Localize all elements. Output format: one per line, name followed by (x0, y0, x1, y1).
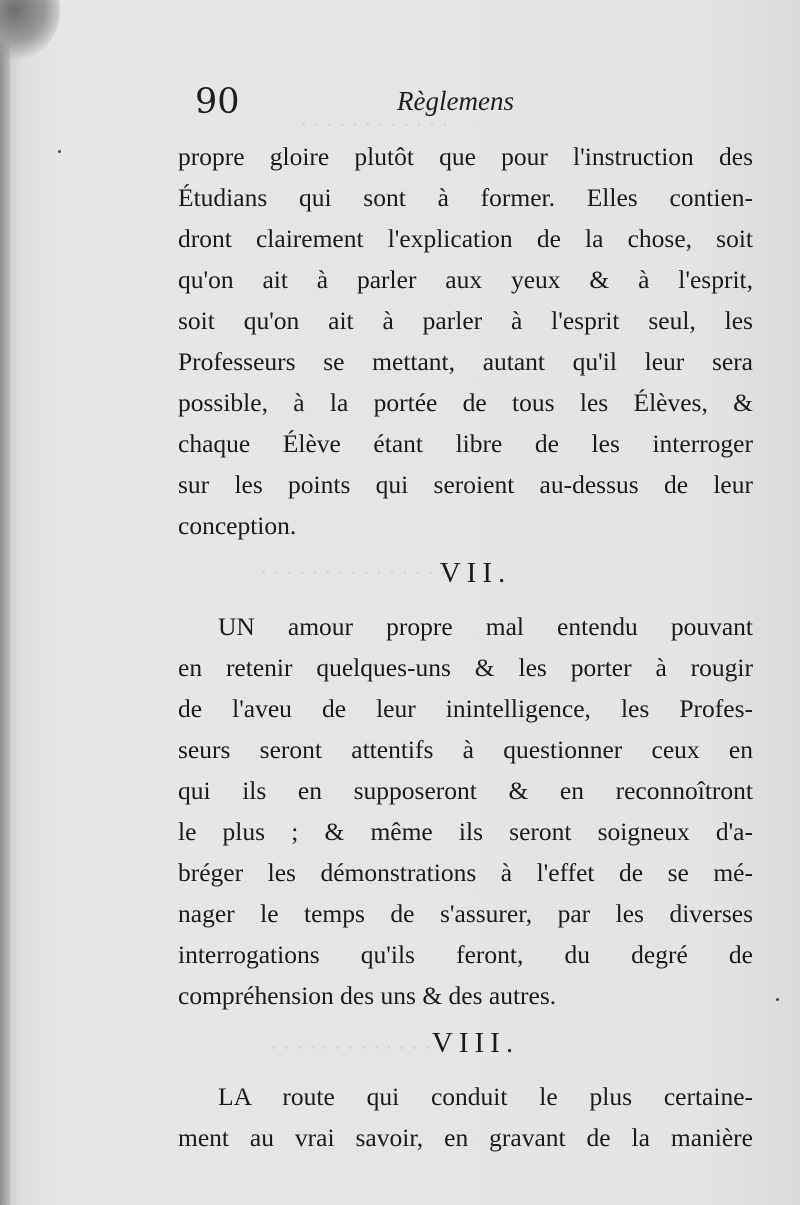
section-heading-vii: VII. (439, 557, 512, 589)
text-line: dront clairement l'explication de la chose, soit (178, 224, 753, 253)
bleed-through: · · · · · · · · · · · · · · · (260, 560, 447, 585)
section-vii-paragraph (178, 606, 753, 1016)
text-line: ment au vrai savoir, en gravant de la manière (178, 1123, 753, 1152)
text-line: Professeurs se mettant, autant qu'il leur sera (178, 347, 753, 376)
text-line: UN amour propre mal entendu pouvant (218, 612, 753, 641)
body-text (178, 136, 753, 1158)
bleed-through: · · · · · · · · · · · · (300, 112, 449, 137)
text-line: propre gloire plutôt que pour l'instruction des (178, 142, 753, 171)
ink-speck (776, 998, 779, 1001)
text-line: qu'on ait à parler aux yeux & à l'esprit, (178, 265, 753, 294)
paragraph-continued (178, 136, 753, 546)
section-heading-viii: VIII. (431, 1027, 520, 1059)
bleed-through: · · · · · · · · · · · · · · (270, 1035, 445, 1060)
text-line: en retenir quelques-uns & les porter à rougir (178, 653, 753, 682)
text-line: LA route qui conduit le plus certaine- (218, 1082, 753, 1111)
text-line: possible, à la portée de tous les Élèves, & (178, 388, 753, 417)
text-line: compréhension des uns & des autres. (178, 981, 557, 1010)
text-line: qui ils en supposeront & en reconnoîtront (178, 776, 753, 805)
section-viii-paragraph (178, 1076, 753, 1158)
text-line: conception. (178, 511, 297, 540)
page-gutter (0, 0, 10, 1205)
text-line: le plus ; & même ils seront soigneux d'a- (178, 817, 753, 846)
text-line: interrogations qu'ils feront, du degré de (178, 940, 753, 969)
ink-speck (58, 150, 61, 153)
text-line: de l'aveu de leur inintelligence, les Profes- (178, 694, 753, 723)
page-header (195, 82, 750, 132)
corner-shadow (0, 0, 60, 60)
running-title: Règlemens (397, 86, 514, 116)
page-number: 90 (195, 82, 240, 122)
text-line: soit qu'on ait à parler à l'esprit seul, les (178, 306, 753, 335)
text-line: nager le temps de s'assurer, par les diverses (178, 899, 753, 928)
text-line: chaque Élève étant libre de les interroger (178, 429, 753, 458)
text-line: seurs seront attentifs à questionner ceux en (178, 735, 753, 764)
text-line: Étudians qui sont à former. Elles contien- (178, 183, 753, 212)
text-line: bréger les démonstrations à l'effet de se mé- (178, 858, 753, 887)
text-line: sur les points qui seroient au-dessus de leur (178, 470, 753, 499)
